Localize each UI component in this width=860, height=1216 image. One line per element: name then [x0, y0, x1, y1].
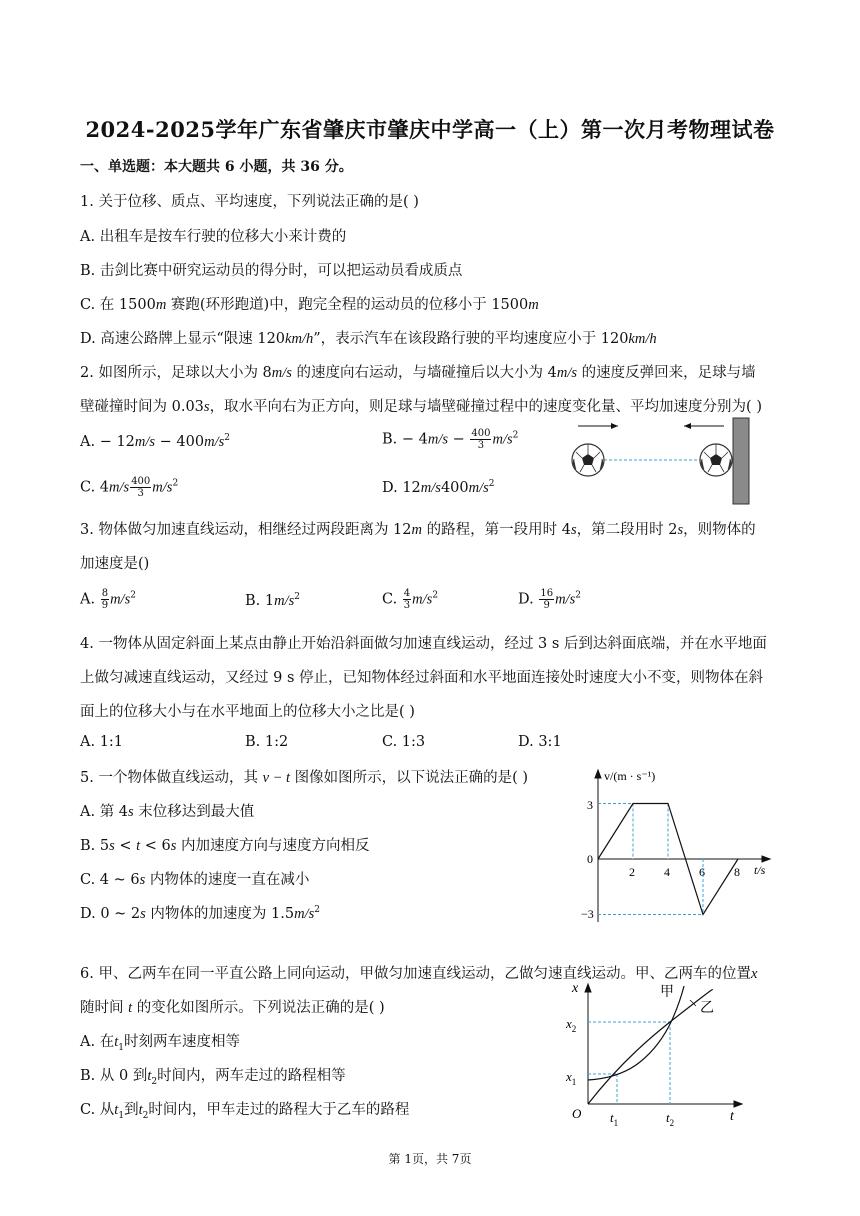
q1-option-d: D. 高速公路牌上显示“限速 120km/h”，表示汽车在该段路行驶的平均速度应小于 120km/h — [80, 331, 657, 347]
q4-stem-line1: 4. 一物体从固定斜面上某点由静止开始沿斜面做匀加速直线运动，经过 3 s 后到达斜面底端，并在水平地面 — [80, 636, 767, 652]
wall — [733, 418, 749, 504]
xt-x2-label: $x_2$ — [566, 1016, 577, 1034]
vt-xlabel: t/s — [754, 863, 766, 877]
q5-option-c: C. 4 ~ 6s 内物体的速度一直在减小 — [80, 872, 310, 888]
q3-option-a: A. $\frac{8}{9}$ $m/s^2$ — [80, 588, 136, 611]
vt-tick-x: 8 — [734, 865, 740, 879]
soccer-ball-icon — [700, 444, 732, 476]
q1-stem: 1. 关于位移、质点、平均速度，下列说法正确的是( ) — [80, 194, 419, 210]
q6-option-c: C. 从$t_1$到$t_2$时间内，甲车走过的路程大于乙车的路程 — [80, 1102, 410, 1121]
q5-option-d: D. 0 ~ 2s 内物体的加速度为 $1.5m/s^2$ — [80, 905, 320, 922]
q3-option-d: D. $\frac{16}{9}$ $m/s^2$ — [518, 588, 581, 611]
q4-option-b: B. 1:2 — [245, 734, 289, 750]
q1-option-b: B. 击剑比赛中研究运动员的得分时，可以把运动员看成质点 — [80, 263, 463, 279]
vt-ylabel: v/(m · s⁻¹) — [604, 769, 656, 783]
vt-tick-y-neg: −3 — [581, 907, 594, 921]
xt-t1-label: $t_1$ — [610, 1110, 619, 1126]
q4-option-a: A. 1:1 — [80, 734, 124, 750]
q3-option-c: C. $\frac{4}{3}$ $m/s^2$ — [382, 588, 439, 611]
xt-ylabel: x — [572, 981, 579, 996]
q2-stem-line2: 壁碰撞时间为 0.03s，取水平向右为正方向，则足球与墙壁碰撞过程中的速度变化量、平均加速度分别为( ) — [80, 399, 762, 415]
q5-stem: 5. 一个物体做直线运动，其 v − t 图像如图所示，以下说法正确的是( ) — [80, 770, 529, 786]
vt-tick-x: 6 — [699, 865, 705, 879]
q3-option-b: B. $1m/s^2$ — [245, 592, 300, 609]
q4-stem-line2: 上做匀减速直线运动，又经过 9 s 停止，已知物体经过斜面和水平地面连接处时速度大小不变，则物体在斜 — [80, 670, 763, 686]
xt-graph — [560, 976, 760, 1126]
q6-stem-line2: 随时间 t 的变化如图所示。下列说法正确的是( ) — [80, 1000, 385, 1016]
xt-xlabel: t — [730, 1109, 734, 1124]
soccer-ball-icon — [572, 444, 604, 476]
q2-option-c: C. 4m/s $\frac{400}{3}$ $m/s^2$ — [80, 476, 179, 499]
vt-tick-y-pos: 3 — [587, 798, 593, 812]
q1-option-c: C. 在 1500m 赛跑(环形跑道)中，跑完全程的运动员的位移小于 1500m — [80, 297, 539, 313]
xt-guides — [588, 1022, 670, 1104]
vt-axes — [595, 770, 770, 922]
xt-x1-label: $x_1$ — [566, 1069, 577, 1087]
vt-tick-x: 2 — [629, 865, 635, 879]
q2-stem-line1: 2. 如图所示，足球以大小为 8m/s 的速度向右运动，与墙碰撞后以大小为 4m/s 的速度反弹回来，足球与墙 — [80, 365, 756, 381]
q2-option-d: D. $12m/s400m/s^2$ — [382, 479, 495, 496]
exam-title: 2024-2025学年广东省肇庆市肇庆中学高一（上）第一次月考物理试卷 — [85, 117, 775, 142]
q5-option-a: A. 第 4s 末位移达到最大值 — [80, 804, 255, 820]
q6-stem-line1: 6. 甲、乙两车在同一平直公路上同向运动，甲做匀加速直线运动，乙做匀速直线运动。甲、乙两车的位置x — [80, 966, 758, 982]
vt-origin: 0 — [587, 852, 593, 866]
xt-t2-label: $t_2$ — [666, 1110, 675, 1126]
xt-origin: O — [572, 1106, 582, 1121]
q6-option-b: B. 从 0 到$t_2$时间内，两车走过的路程相等 — [80, 1068, 346, 1087]
vt-tick-x: 4 — [664, 865, 670, 879]
q5-option-b: B. 5s < t < 6s 内加速度方向与速度方向相反 — [80, 838, 370, 854]
xt-label-yi: 乙 — [700, 1001, 714, 1016]
q2-ball-wall-figure — [566, 414, 762, 506]
q3-stem-line1: 3. 物体做匀加速直线运动，相继经过两段距离为 12m 的路程，第一段用时 4s，第二段用时 2s，则物体的 — [80, 522, 756, 538]
xt-axes — [585, 984, 742, 1107]
page-footer: 第 1页，共 7页 — [388, 1152, 472, 1166]
q2-option-a: A. − $12m/s - 400m/s^2$ — [80, 433, 230, 450]
q1-option-a: A. 出租车是按车行驶的位移大小来计费的 — [80, 229, 347, 245]
q4-stem-line3: 面上的位移大小与在水平地面上的位移大小之比是( ) — [80, 704, 415, 720]
section-heading: 一、单选题：本大题共 6 小题，共 36 分。 — [80, 159, 353, 175]
q4-option-d: D. 3:1 — [518, 734, 562, 750]
vt-graph — [576, 764, 776, 930]
q2-option-b: B. − 4m/s − $\frac{400}{3}$ $m/s^2$ — [382, 428, 519, 451]
xt-curve-yi — [588, 990, 712, 1104]
q3-stem-line2: 加速度是() — [80, 556, 150, 572]
q4-option-c: C. 1:3 — [382, 734, 426, 750]
q6-option-a: A. 在$t_1$时刻两车速度相等 — [80, 1034, 240, 1053]
xt-label-jia: 甲 — [660, 985, 674, 1000]
